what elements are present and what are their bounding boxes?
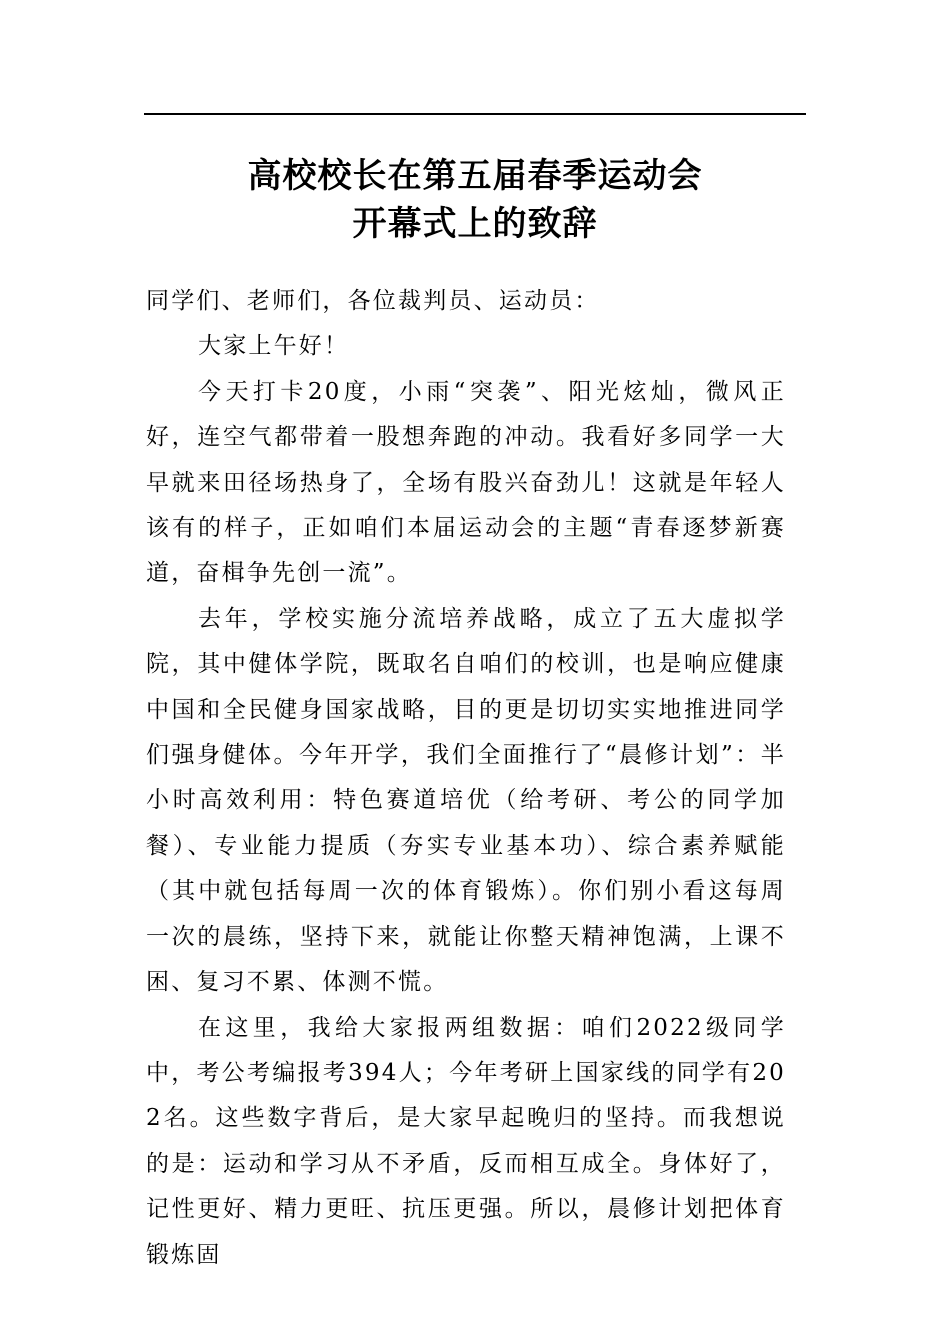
title-line-2: 开幕式上的致辞: [352, 204, 598, 244]
paragraph-2: 去年，学校实施分流培养战略，成立了五大虚拟学院，其中健体学院，既取名自咱们的校训，也是响应健康中国和全民健身国家战略，目的更是切切实实地推进同学们强身健体。今年开学，我们全面推行了“晨修计划”：半小时高效利用：特色赛道培优（给考研、考公的同学加餐）、专业能力提质（夯实专业基本功）、综合素养赋能（其中就包括每周一次的体育锻炼）。你们别小看这每周一次的晨练，坚持下来，就能让你整天精神饱满，上课不困、复习不累、体测不慌。: [146, 605, 786, 996]
header-rule: [144, 113, 806, 115]
document-title: [144, 152, 806, 248]
salutation: 同学们、老师们，各位裁判员、运动员：: [146, 288, 600, 314]
paragraph-greeting: 大家上午好！: [198, 333, 350, 360]
document-body: [146, 279, 786, 1278]
paragraph-3: 在这里，我给大家报两组数据：咱们2022级同学中，考公考编报考394人；今年考研上国家线的同学有202名。这些数字背后，是大家早起晚归的坚持。而我想说的是：运动和学习从不矛盾，反而相互成全。身体好了，记性更好、精力更旺、抗压更强。所以，晨修计划把体育锻炼固: [146, 1014, 786, 1268]
paragraph-1: 今天打卡20度，小雨“突袭”、阳光炫灿，微风正好，连空气都带着一股想奔跑的冲动。我看好多同学一大早就来田径场热身了，全场有股兴奋劲儿！这就是年轻人该有的样子，正如咱们本届运动会的主题“青春逐梦新赛道，奋楫争先创一流”。: [146, 378, 786, 587]
title-line-1: 高校校长在第五届春季运动会: [247, 156, 703, 196]
